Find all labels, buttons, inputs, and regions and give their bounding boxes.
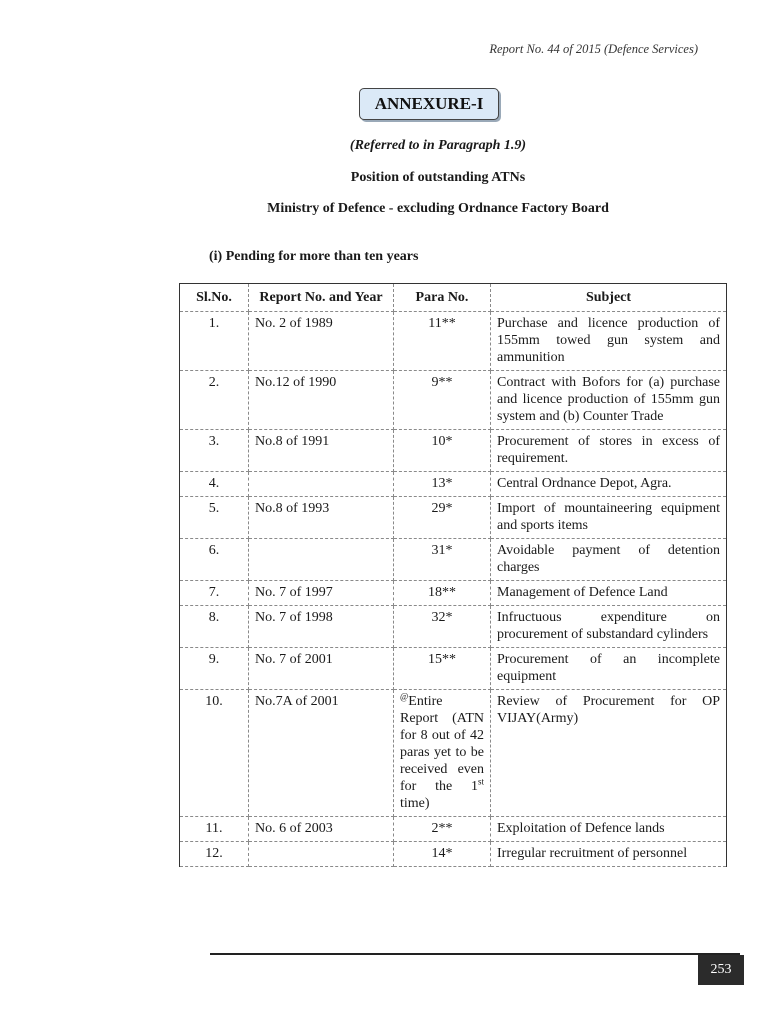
cell-subject: Exploitation of Defence lands (491, 817, 727, 842)
cell-report: No. 6 of 2003 (249, 817, 394, 842)
table-header-row (180, 284, 727, 312)
cell-subject: Purchase and licence production of 155mm towed gun system and ammunition (491, 312, 727, 371)
page-number-text: 253 (710, 962, 732, 977)
atn-table (179, 283, 727, 867)
cell-report: No. 7 of 1998 (249, 606, 394, 648)
footer-rule (210, 953, 740, 955)
cell-subject: Contract with Bofors for (a) purchase and licence production of 155mm gun system and (b) Counter Trade (491, 371, 727, 430)
table-row (180, 312, 727, 371)
cell-para: 32* (394, 606, 491, 648)
cell-para: 14* (394, 842, 491, 867)
cell-report: No. 2 of 1989 (249, 312, 394, 371)
cell-report (249, 842, 394, 867)
cell-para: 2** (394, 817, 491, 842)
cell-para: 18** (394, 581, 491, 606)
cell-subject: Irregular recruitment of personnel (491, 842, 727, 867)
annexure-title-box (359, 88, 499, 120)
cell-report: No.8 of 1991 (249, 430, 394, 472)
cell-sl-no: 10. (180, 690, 249, 817)
cell-subject: Management of Defence Land (491, 581, 727, 606)
cell-report: No.12 of 1990 (249, 371, 394, 430)
table-row (180, 842, 727, 867)
cell-sl-no: 11. (180, 817, 249, 842)
document-heading: Position of outstanding ATNs (350, 170, 526, 185)
cell-sl-no: 12. (180, 842, 249, 867)
annexure-title: ANNEXURE-I (374, 94, 484, 113)
cell-report: No.8 of 1993 (249, 497, 394, 539)
table-row (180, 539, 727, 581)
running-header: Report No. 44 of 2015 (Defence Services) (489, 42, 698, 56)
table-row (180, 817, 727, 842)
cell-sl-no: 4. (180, 472, 249, 497)
cell-sl-no: 6. (180, 539, 249, 581)
cell-para: 29* (394, 497, 491, 539)
section-title: (i) Pending for more than ten years (209, 249, 419, 264)
column-header-para: Para No. (394, 284, 491, 312)
cell-para: 9** (394, 371, 491, 430)
table-row (180, 648, 727, 690)
cell-report (249, 472, 394, 497)
page-number (698, 955, 744, 985)
cell-para: 13* (394, 472, 491, 497)
cell-sl-no: 9. (180, 648, 249, 690)
table-row (180, 606, 727, 648)
cell-subject: Procurement of stores in excess of requirement. (491, 430, 727, 472)
table-row (180, 430, 727, 472)
cell-para: 15** (394, 648, 491, 690)
table-row (180, 690, 727, 817)
table-row (180, 371, 727, 430)
cell-subject: Review of Procurement for OP VIJAY(Army) (491, 690, 727, 817)
cell-para: 10* (394, 430, 491, 472)
para-note-text: Entire Report (ATN for 8 out of 42 paras yet to be received even for the 1 (400, 694, 484, 794)
cell-report: No.7A of 2001 (249, 690, 394, 817)
cell-sl-no: 8. (180, 606, 249, 648)
cell-subject: Import of mountaineering equipment and sports items (491, 497, 727, 539)
para-at-symbol: @ (400, 691, 409, 702)
para-note-suffix: time) (400, 796, 430, 811)
cell-report: No. 7 of 2001 (249, 648, 394, 690)
table-row (180, 581, 727, 606)
table-row (180, 472, 727, 497)
cell-para (394, 690, 491, 817)
cell-subject: Central Ordnance Depot, Agra. (491, 472, 727, 497)
cell-sl-no: 5. (180, 497, 249, 539)
column-header-sl-no: Sl.No. (180, 284, 249, 312)
cell-sl-no: 2. (180, 371, 249, 430)
cell-subject: Avoidable payment of detention charges (491, 539, 727, 581)
cell-subject: Procurement of an incomplete equipment (491, 648, 727, 690)
cell-subject: Infructuous expenditure on procurement of substandard cylinders (491, 606, 727, 648)
cell-sl-no: 1. (180, 312, 249, 371)
cell-para: 11** (394, 312, 491, 371)
cell-report: No. 7 of 1997 (249, 581, 394, 606)
paragraph-reference: (Referred to in Paragraph 1.9) (349, 138, 527, 153)
cell-sl-no: 3. (180, 430, 249, 472)
column-header-report: Report No. and Year (249, 284, 394, 312)
cell-sl-no: 7. (180, 581, 249, 606)
cell-para: 31* (394, 539, 491, 581)
column-header-subject: Subject (491, 284, 727, 312)
table-row (180, 497, 727, 539)
para-superscript: st (477, 776, 484, 787)
document-subheading: Ministry of Defence - excluding Ordnance Factory Board (267, 201, 609, 216)
cell-report (249, 539, 394, 581)
